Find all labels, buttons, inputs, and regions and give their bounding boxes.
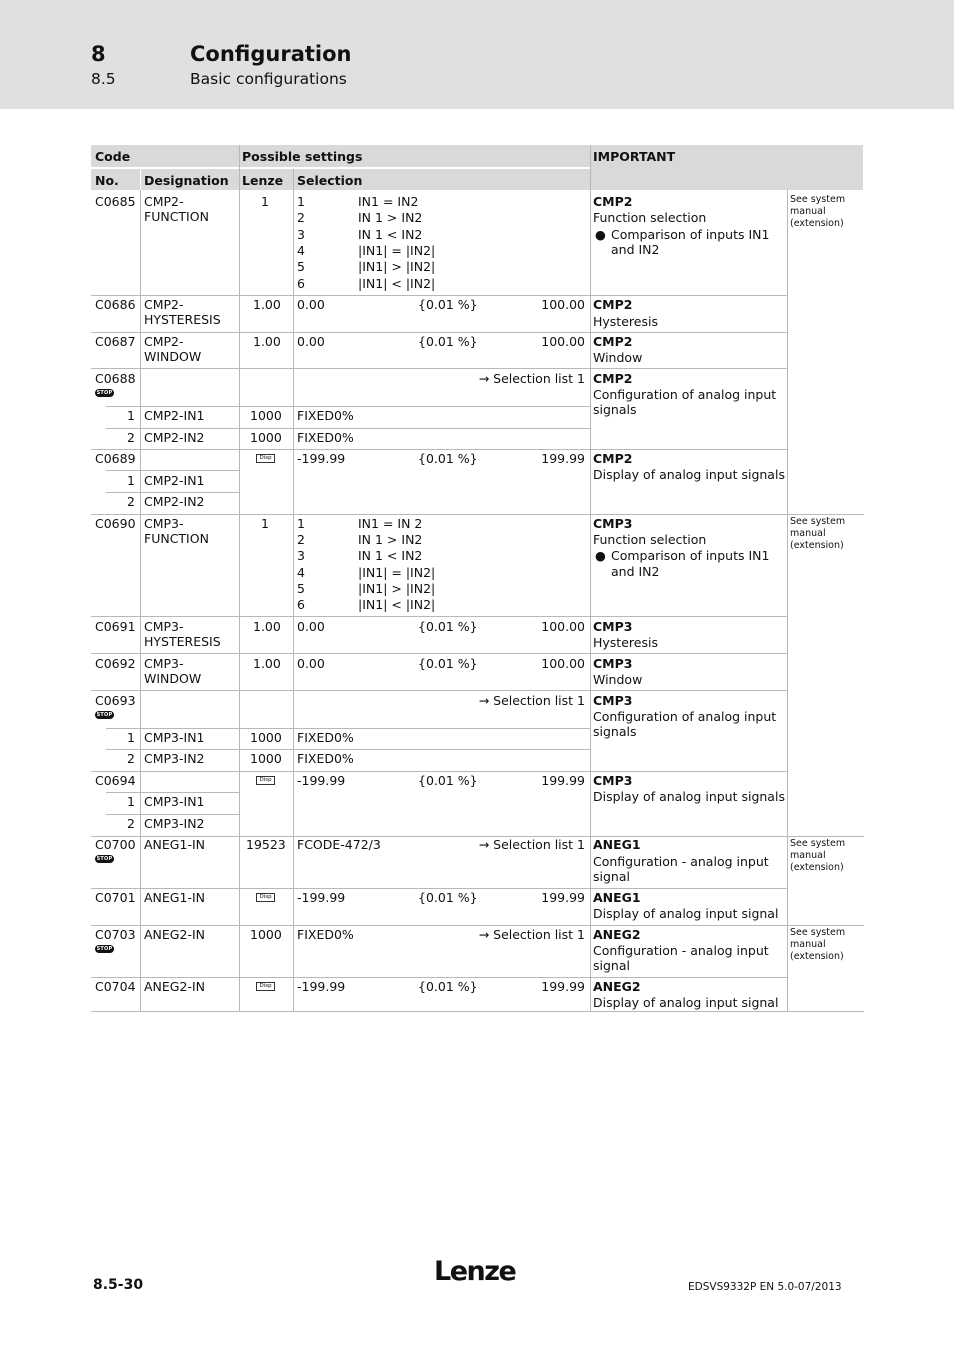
important-text: Configuration - analog input: [593, 854, 769, 869]
lenze-value: 1000: [250, 430, 282, 445]
designation: CMP3-IN2: [144, 816, 205, 831]
selection-text: FIXED0%: [297, 430, 354, 445]
important-title: CMP3: [593, 656, 633, 671]
lenze-value: 1.00: [253, 297, 281, 312]
selection-text: IN1 = IN2: [358, 194, 419, 209]
important-text: Display of analog input signals: [593, 467, 785, 482]
designation: ANEG1-IN: [144, 837, 205, 852]
stop-icon: STOP: [96, 712, 113, 718]
important-text: Configuration of analog input: [593, 387, 777, 402]
designation: CMP3-: [144, 516, 184, 531]
stop-icon: STOP: [96, 946, 113, 952]
bullet-icon: ●: [595, 227, 606, 242]
selection-number: 1: [297, 194, 305, 209]
selection-text: FCODE-472/3: [297, 837, 381, 852]
important-text: Display of analog input signal: [593, 995, 779, 1010]
selection-number: 6: [297, 597, 305, 612]
min-value: -199.99: [297, 451, 346, 466]
max-value: 199.99: [541, 451, 585, 466]
selection-text: IN 1 > IN2: [358, 210, 423, 225]
important-text: Hysteresis: [593, 314, 658, 329]
unit: {0.01 %}: [418, 890, 478, 905]
chapter-number: 8: [91, 42, 106, 66]
important-title: CMP2: [593, 297, 633, 312]
important-title: CMP3: [593, 773, 633, 788]
section-number: 8.5: [91, 70, 116, 88]
stop-icon: STOP: [96, 856, 113, 862]
designation: CMP2-: [144, 334, 184, 349]
display-icon: Disp: [256, 982, 275, 991]
selection-number: 2: [297, 532, 305, 547]
code: C0692: [95, 656, 136, 671]
header-code: Code: [95, 149, 131, 164]
stop-icon: STOP: [96, 390, 113, 396]
max-value: 199.99: [541, 773, 585, 788]
unit: {0.01 %}: [418, 619, 478, 634]
unit: {0.01 %}: [418, 979, 478, 994]
page-number: 8.5-30: [93, 1277, 144, 1293]
selection-list-link: → Selection list 1: [478, 693, 585, 708]
subcode-no: 1: [127, 473, 135, 488]
important-title: CMP2: [593, 194, 633, 209]
important-text: signals: [593, 724, 637, 739]
lenze-value: 1000: [250, 751, 282, 766]
lenze-value: 1000: [250, 408, 282, 423]
code: C0691: [95, 619, 136, 634]
subcode-no: 1: [127, 408, 135, 423]
code: C0686: [95, 297, 136, 312]
selection-text: IN 1 < IN2: [358, 548, 423, 563]
see-system-manual: manual: [790, 939, 826, 950]
selection-number: 1: [297, 516, 305, 531]
section-title: Basic configurations: [190, 70, 347, 88]
max-value: 100.00: [541, 334, 585, 349]
selection-number: 4: [297, 243, 305, 258]
important-title: CMP2: [593, 371, 633, 386]
code: C0694: [95, 773, 136, 788]
important-title: CMP2: [593, 451, 633, 466]
lenze-value: 1000: [250, 927, 282, 942]
header-possible-settings: Possible settings: [242, 149, 363, 164]
designation: ANEG2-IN: [144, 979, 205, 994]
selection-number: 3: [297, 227, 305, 242]
important-text: signal: [593, 958, 630, 973]
important-bullet: and IN2: [611, 564, 660, 579]
unit: {0.01 %}: [418, 451, 478, 466]
unit: {0.01 %}: [418, 656, 478, 671]
designation: CMP3-: [144, 619, 184, 634]
selection-text: |IN1| < |IN2|: [358, 276, 436, 291]
subcode-no: 1: [127, 794, 135, 809]
header-lenze: Lenze: [242, 173, 284, 188]
selection-text: |IN1| < |IN2|: [358, 597, 436, 612]
lenze-value: 1: [261, 194, 269, 209]
designation: ANEG1-IN: [144, 890, 205, 905]
selection-number: 6: [297, 276, 305, 291]
important-text: Configuration - analog input: [593, 943, 769, 958]
designation: CMP2-IN2: [144, 430, 205, 445]
see-system-manual: (extension): [790, 540, 844, 551]
important-text: Function selection: [593, 210, 707, 225]
lenze-logo: Lenze: [434, 1256, 516, 1287]
display-icon: Disp: [256, 454, 275, 463]
important-title: ANEG1: [593, 837, 641, 852]
lenze-value: 1: [261, 516, 269, 531]
selection-text: |IN1| > |IN2|: [358, 581, 436, 596]
min-value: 0.00: [297, 619, 325, 634]
see-system-manual: manual: [790, 528, 826, 539]
important-text: Window: [593, 350, 643, 365]
important-title: ANEG1: [593, 890, 641, 905]
designation: CMP2-IN1: [144, 408, 205, 423]
important-text: signals: [593, 402, 637, 417]
important-title: CMP2: [593, 334, 633, 349]
display-icon: Disp: [256, 776, 275, 785]
see-system-manual: See system: [790, 838, 846, 849]
important-title: ANEG2: [593, 979, 641, 994]
max-value: 100.00: [541, 656, 585, 671]
selection-text: IN 1 < IN2: [358, 227, 423, 242]
designation: FUNCTION: [144, 209, 209, 224]
selection-number: 2: [297, 210, 305, 225]
subcode-no: 1: [127, 730, 135, 745]
important-text: Window: [593, 672, 643, 687]
lenze-value: 1.00: [253, 619, 281, 634]
min-value: -199.99: [297, 890, 346, 905]
selection-text: |IN1| = |IN2|: [358, 243, 436, 258]
min-value: 0.00: [297, 297, 325, 312]
max-value: 199.99: [541, 979, 585, 994]
selection-text: FIXED0%: [297, 408, 354, 423]
important-title: CMP3: [593, 619, 633, 634]
code: C0704: [95, 979, 136, 994]
selection-number: 4: [297, 565, 305, 580]
selection-text: FIXED0%: [297, 927, 354, 942]
important-text: Display of analog input signals: [593, 789, 785, 804]
designation: HYSTERESIS: [144, 634, 221, 649]
display-icon: Disp: [256, 893, 275, 902]
max-value: 100.00: [541, 619, 585, 634]
important-text: Hysteresis: [593, 635, 658, 650]
see-system-manual: manual: [790, 850, 826, 861]
header-designation: Designation: [144, 173, 229, 188]
designation: CMP3-IN1: [144, 730, 205, 745]
min-value: -199.99: [297, 773, 346, 788]
designation: CMP2-IN2: [144, 494, 205, 509]
min-value: 0.00: [297, 334, 325, 349]
chapter-title: Configuration: [190, 42, 352, 66]
designation: CMP2-: [144, 297, 184, 312]
important-text: Display of analog input signal: [593, 906, 779, 921]
subcode-no: 2: [127, 751, 135, 766]
see-system-manual: (extension): [790, 862, 844, 873]
lenze-value: 1.00: [253, 334, 281, 349]
important-title: ANEG2: [593, 927, 641, 942]
subcode-no: 2: [127, 430, 135, 445]
code: C0693: [95, 693, 136, 708]
important-bullet: and IN2: [611, 242, 660, 257]
lenze-value: 1.00: [253, 656, 281, 671]
see-system-manual: (extension): [790, 218, 844, 229]
important-text: Configuration of analog input: [593, 709, 777, 724]
designation: CMP3-IN1: [144, 794, 205, 809]
header-selection: Selection: [297, 173, 363, 188]
code: C0688: [95, 371, 136, 386]
important-bullet: Comparison of inputs IN1: [611, 227, 770, 242]
document-reference: EDSVS9332P EN 5.0-07/2013: [688, 1281, 842, 1293]
important-text: Function selection: [593, 532, 707, 547]
designation: FUNCTION: [144, 531, 209, 546]
code: C0685: [95, 194, 136, 209]
selection-text: IN1 = IN 2: [358, 516, 423, 531]
designation: CMP2-IN1: [144, 473, 205, 488]
selection-text: IN 1 > IN2: [358, 532, 423, 547]
subcode-no: 2: [127, 816, 135, 831]
code: C0700: [95, 837, 136, 852]
code: C0690: [95, 516, 136, 531]
important-bullet: Comparison of inputs IN1: [611, 548, 770, 563]
max-value: 199.99: [541, 890, 585, 905]
see-system-manual: See system: [790, 516, 846, 527]
selection-text: |IN1| = |IN2|: [358, 565, 436, 580]
designation: WINDOW: [144, 349, 202, 364]
selection-number: 3: [297, 548, 305, 563]
code: C0703: [95, 927, 136, 942]
designation: CMP3-IN2: [144, 751, 205, 766]
see-system-manual: See system: [790, 927, 846, 938]
code: C0689: [95, 451, 136, 466]
max-value: 100.00: [541, 297, 585, 312]
selection-list-link: → Selection list 1: [478, 837, 585, 852]
selection-text: FIXED0%: [297, 751, 354, 766]
min-value: -199.99: [297, 979, 346, 994]
designation: WINDOW: [144, 671, 202, 686]
code: C0687: [95, 334, 136, 349]
selection-list-link: → Selection list 1: [478, 927, 585, 942]
selection-number: 5: [297, 581, 305, 596]
designation: CMP2-: [144, 194, 184, 209]
header-important: IMPORTANT: [593, 149, 676, 164]
important-title: CMP3: [593, 693, 633, 708]
important-title: CMP3: [593, 516, 633, 531]
selection-text: |IN1| > |IN2|: [358, 259, 436, 274]
unit: {0.01 %}: [418, 297, 478, 312]
designation: CMP3-: [144, 656, 184, 671]
selection-number: 5: [297, 259, 305, 274]
selection-text: FIXED0%: [297, 730, 354, 745]
see-system-manual: See system: [790, 194, 846, 205]
min-value: 0.00: [297, 656, 325, 671]
selection-list-link: → Selection list 1: [478, 371, 585, 386]
designation: HYSTERESIS: [144, 312, 221, 327]
lenze-value: 19523: [246, 837, 286, 852]
unit: {0.01 %}: [418, 773, 478, 788]
see-system-manual: manual: [790, 206, 826, 217]
code: C0701: [95, 890, 136, 905]
unit: {0.01 %}: [418, 334, 478, 349]
designation: ANEG2-IN: [144, 927, 205, 942]
page-header: [0, 0, 954, 109]
bullet-icon: ●: [595, 548, 606, 563]
see-system-manual: (extension): [790, 951, 844, 962]
lenze-value: 1000: [250, 730, 282, 745]
subcode-no: 2: [127, 494, 135, 509]
important-text: signal: [593, 869, 630, 884]
header-no: No.: [95, 173, 119, 188]
